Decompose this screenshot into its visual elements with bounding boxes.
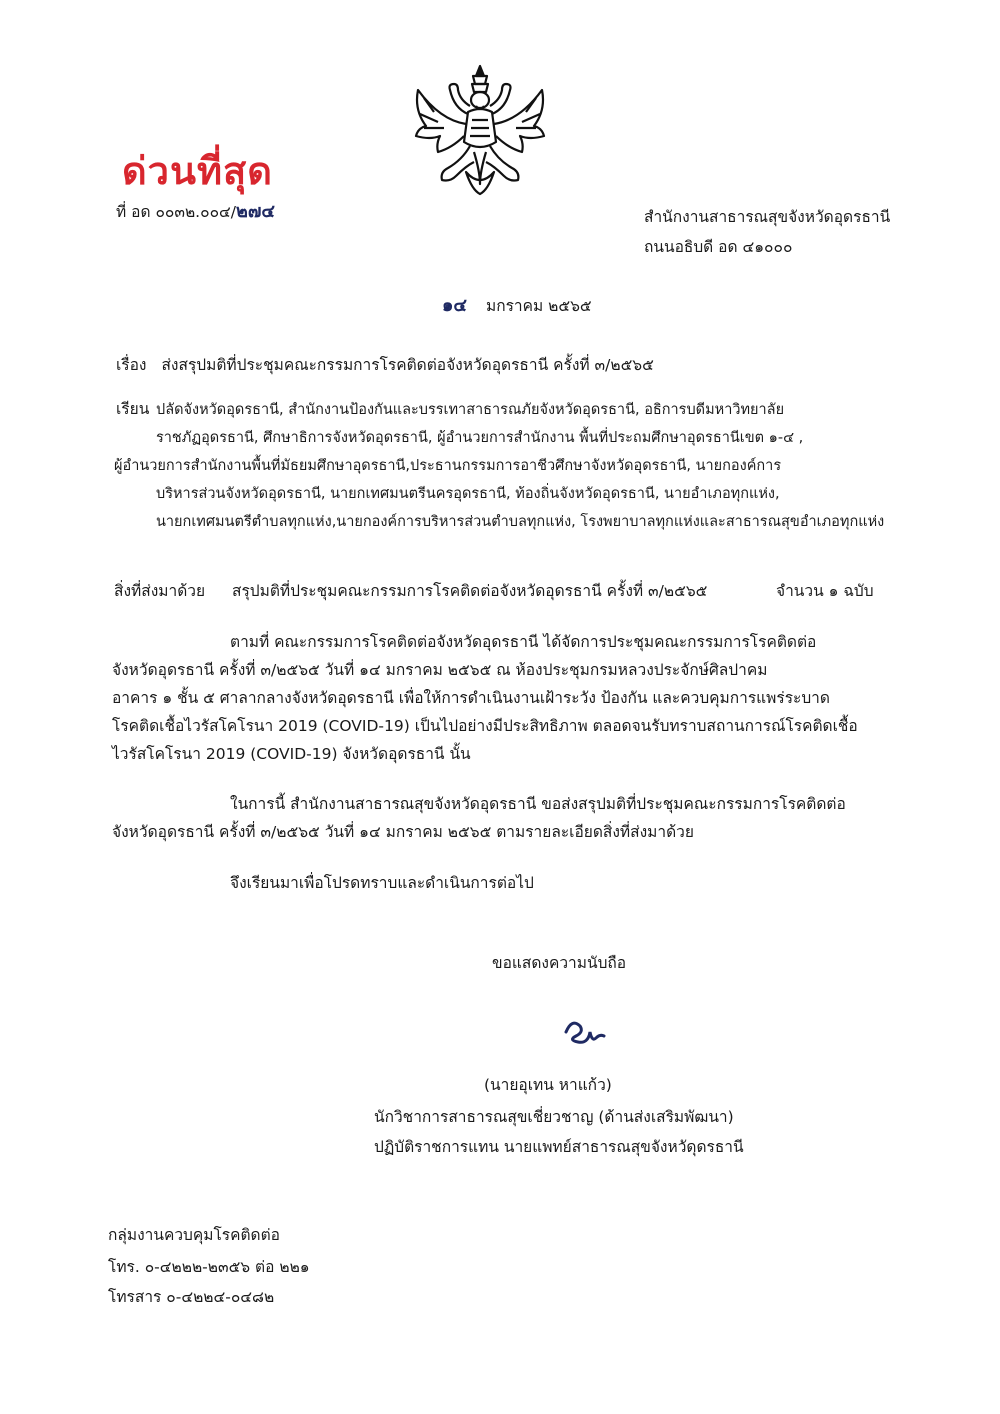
body-line: ไวรัสโคโรนา 2019 (COVID-19) จังหวัดอุดรธานี นั้น — [112, 745, 471, 763]
enclosure-text: สรุปมติที่ประชุมคณะกรรมการโรคติดต่อจังหวัดอุดรธานี ครั้งที่ ๓/๒๕๖๕ — [232, 582, 708, 600]
sender-address: ถนนอธิบดี อด ๔๑๐๐๐ — [644, 238, 793, 256]
signature-icon — [560, 1010, 610, 1050]
body-paragraph-2 — [112, 790, 846, 846]
body-line: จังหวัดอุดรธานี ครั้งที่ ๓/๒๕๖๕ วันที่ ๑๔ มกราคม ๒๕๖๕ ณ ห้องประชุมกรมหลวงประจักษ์ศิลปาคม — [112, 661, 768, 679]
date-day: ๑๔ — [442, 295, 468, 316]
reference-handwritten-number: ๒๗๔ — [235, 201, 276, 222]
garuda-emblem-icon — [410, 62, 550, 202]
recipient-line: ราชภัฏอุดรธานี, ศึกษาธิการจังหวัดอุดรธานี, ผู้อำนวยการสำนักงาน พื้นที่ประถมศึกษาอุดรธานีเขต ๑-๔ , — [156, 430, 804, 446]
body-line: จังหวัดอุดรธานี ครั้งที่ ๓/๒๕๖๕ วันที่ ๑๔ มกราคม ๒๕๖๕ ตามรายละเอียดสิ่งที่ส่งมาด้วย — [112, 823, 694, 841]
footer-fax: โทรสาร ๐-๔๒๒๔-๐๔๘๒ — [108, 1288, 275, 1306]
recipient-line: นายกเทศมนตรีตำบลทุกแห่ง,นายกองค์การบริหารส่วนตำบลทุกแห่ง, โรงพยาบาลทุกแห่งและสาธารณสุขอำเภอทุกแห่ง — [156, 514, 885, 530]
date-month-year: มกราคม ๒๕๖๕ — [486, 297, 592, 315]
footer-phone: โทร. ๐-๔๒๒๒-๒๓๕๖ ต่อ ๒๒๑ — [108, 1258, 310, 1276]
subject-line — [116, 352, 654, 377]
recipient-line: ปลัดจังหวัดอุดรธานี, สำนักงานป้องกันและบรรเทาสาธารณภัยจังหวัดอุดรธานี, อธิการบดีมหาวิทยาลัย — [156, 402, 785, 418]
reference-number — [116, 196, 275, 225]
body-line: ในการนี้ สำนักงานสาธารณสุขจังหวัดอุดรธานี ขอส่งสรุปมติที่ประชุมคณะกรรมการโรคติดต่อ — [230, 795, 846, 813]
document-date — [442, 290, 592, 319]
recipient-line: ผู้อำนวยการสำนักงานพื้นที่มัธยมศึกษาอุดรธานี,ประธานกรรมการอาชีวศึกษาจังหวัดอุดรธานี, นายกองค์การ — [114, 458, 782, 474]
body-line: อาคาร ๑ ชั้น ๕ ศาลากลางจังหวัดอุดรธานี เพื่อให้การดำเนินงานเฝ้าระวัง ป้องกัน และควบคุมการแพร่ระบาด — [112, 689, 830, 707]
urgent-stamp: ด่วนที่สุด — [122, 149, 273, 193]
recipients-label: เรียน — [116, 400, 150, 418]
sender-office: สำนักงานสาธารณสุขจังหวัดอุดรธานี — [644, 208, 891, 226]
body-paragraph-1 — [112, 628, 858, 768]
subject-text: ส่งสรุปมติที่ประชุมคณะกรรมการโรคติดต่อจังหวัดอุดรธานี ครั้งที่ ๓/๒๕๖๕ — [161, 356, 654, 374]
subject-label: เรื่อง — [116, 356, 147, 374]
body-paragraph-3: จึงเรียนมาเพื่อโปรดทราบและดำเนินการต่อไป — [230, 874, 534, 892]
body-line: ตามที่ คณะกรรมการโรคติดต่อจังหวัดอุดรธานี ได้จัดการประชุมคณะกรรมการโรคติดต่อ — [230, 633, 817, 651]
signatory-position: นักวิชาการสาธารณสุขเชี่ยวชาญ (ด้านส่งเสริมพัฒนา) — [374, 1108, 734, 1126]
recipient-line: บริหารส่วนจังหวัดอุดรธานี, นายกเทศมนตรีนครอุดรธานี, ท้องถิ่นจังหวัดอุดรธานี, นายอำเภอทุกแห่ง, — [156, 486, 780, 502]
enclosure-label: สิ่งที่ส่งมาด้วย — [114, 582, 206, 600]
reference-prefix: ที่ อด ๐๐๓๒.๐๐๔/ — [116, 203, 236, 221]
body-line: โรคติดเชื้อไวรัสโคโรนา 2019 (COVID-19) เป็นไปอย่างมีประสิทธิภาพ ตลอดจนรับทราบสถานการณ์โรคติดเชื้อ — [112, 717, 858, 735]
signatory-acting: ปฏิบัติราชการแทน นายแพทย์สาธารณสุขจังหวัดุดรธานี — [374, 1138, 744, 1156]
enclosure-count: จำนวน ๑ ฉบับ — [776, 582, 874, 600]
closing-text: ขอแสดงความนับถือ — [492, 954, 627, 972]
footer-unit: กลุ่มงานควบคุมโรคติดต่อ — [108, 1226, 280, 1244]
signatory-name: (นายอุเทน หาแก้ว) — [484, 1076, 612, 1094]
